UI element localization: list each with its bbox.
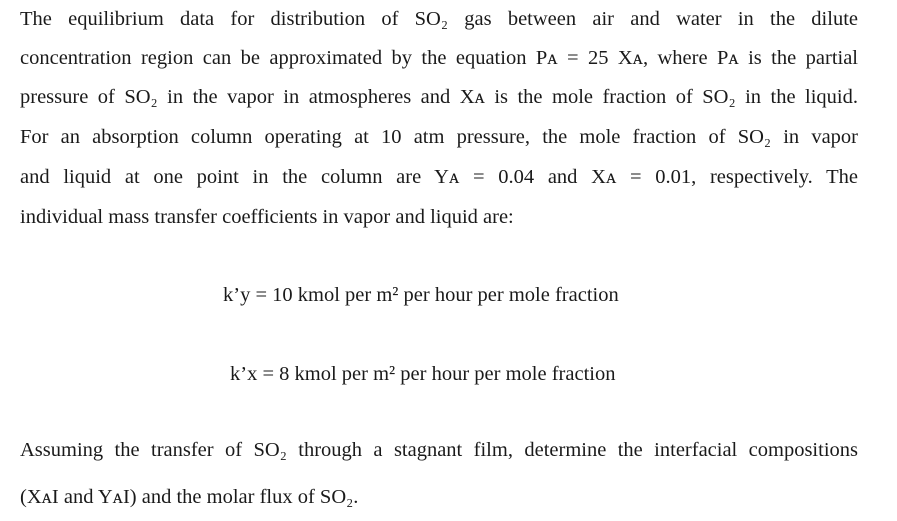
kx-coefficient: k’x = 8 kmol per m² per hour per mole fraction xyxy=(230,363,616,385)
question-line-2: (XᴀI and YᴀI) and the molar flux of SO₂. xyxy=(20,486,359,508)
paragraph-line-1: The equilibrium data for distribution of SO₂ gas between air and water in the dilute xyxy=(20,8,858,30)
paragraph-line-6: individual mass transfer coefficients in vapor and liquid are: xyxy=(20,206,514,228)
question-line-1: Assuming the transfer of SO₂ through a stagnant film, determine the interfacial compositions xyxy=(20,439,858,461)
paragraph-line-3: pressure of SO₂ in the vapor in atmospheres and Xᴀ is the mole fraction of SO₂ in the liquid. xyxy=(20,86,858,108)
ky-coefficient: k’y = 10 kmol per m² per hour per mole fraction xyxy=(223,284,619,306)
paragraph-line-5: and liquid at one point in the column are Yᴀ = 0.04 and Xᴀ = 0.01, respectively. The xyxy=(20,166,858,188)
paragraph-line-2: concentration region can be approximated by the equation Pᴀ = 25 Xᴀ, where Pᴀ is the partial xyxy=(20,47,858,69)
paragraph-line-4: For an absorption column operating at 10 atm pressure, the mole fraction of SO₂ in vapor xyxy=(20,126,858,148)
